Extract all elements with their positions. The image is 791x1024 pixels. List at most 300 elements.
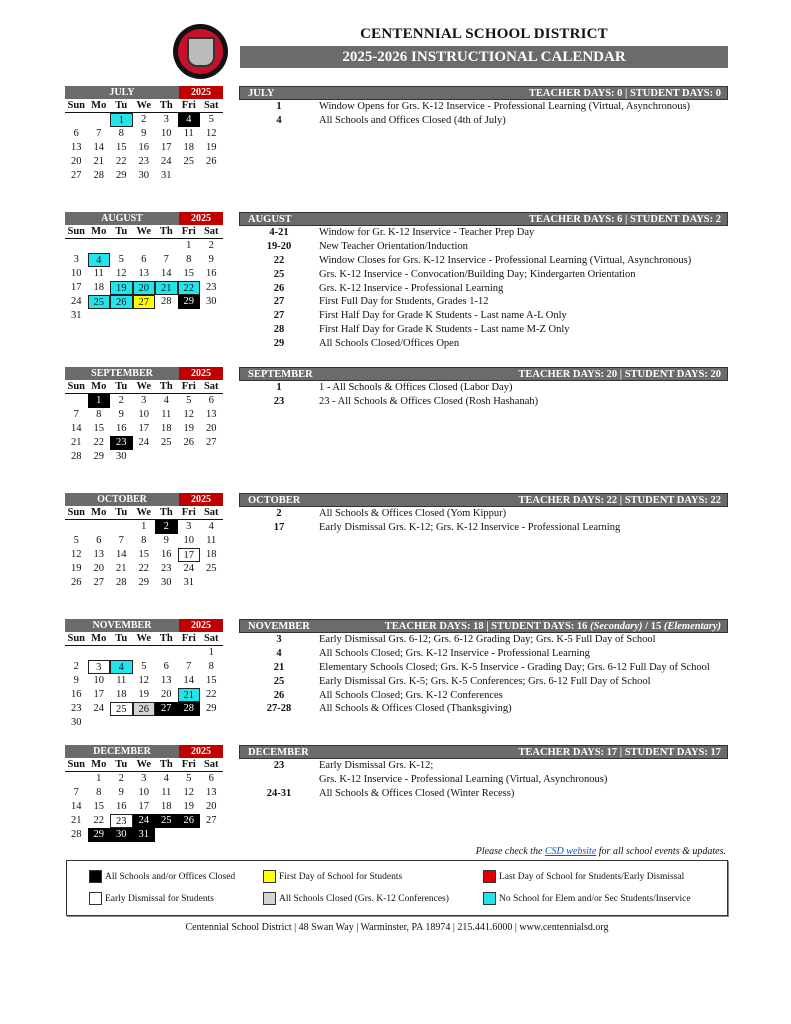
event-text: 23 - All Schools & Offices Closed (Rosh Hashanah) <box>319 395 539 407</box>
day-grid <box>65 394 223 464</box>
month-name: AUGUST <box>65 212 179 225</box>
seal-ring <box>178 29 223 74</box>
day-cell: 13 <box>138 268 149 279</box>
day-cell: 2 <box>118 773 124 784</box>
day-cell: 16 <box>138 142 149 153</box>
empty-day <box>65 239 88 253</box>
day-cell: 30 <box>110 828 133 842</box>
weekday-label: Sun <box>67 633 86 644</box>
day-cell: 27 <box>71 170 82 181</box>
day-cell: 22 <box>93 815 104 826</box>
day-cell: 24 <box>133 814 156 828</box>
day-cell: 29 <box>88 828 111 842</box>
weekday-label: Th <box>159 381 173 392</box>
month-header <box>65 745 223 758</box>
day-cell: 28 <box>178 702 201 716</box>
day-cell: 27 <box>155 702 178 716</box>
weekday-header <box>65 99 223 113</box>
day-cell: 20 <box>206 423 217 434</box>
month-calendar-september <box>65 367 223 464</box>
weekday-label: We <box>136 633 152 644</box>
day-cell: 27 <box>206 437 217 448</box>
day-cell: 7 <box>118 535 124 546</box>
day-cell: 4 <box>163 773 169 784</box>
empty-day <box>88 239 111 253</box>
month-year: 2025 <box>179 367 223 380</box>
event-text: Early Dismissal Grs. 6-12; Grs. 6-12 Grading Day; Grs. K-5 Full Day of School <box>319 634 656 645</box>
weekday-label: Mo <box>91 226 107 237</box>
website-note: Please check the CSD website for all school events & updates. <box>475 846 726 857</box>
day-cell: 26 <box>183 437 194 448</box>
month-name: OCTOBER <box>65 493 179 506</box>
weekday-label: Fri <box>181 100 196 111</box>
event-text: First Half Day for Grade K Students - Last name A-L Only <box>319 310 567 322</box>
day-cell: 12 <box>206 128 217 139</box>
day-cell: 21 <box>71 815 82 826</box>
day-cell: 30 <box>206 296 217 307</box>
weekday-label: Sun <box>67 226 86 237</box>
events-header <box>239 367 728 381</box>
event-row <box>239 689 728 703</box>
event-date: 28 <box>273 324 285 336</box>
event-text: All Schools & Offices Closed (Thanksgiving) <box>319 703 512 715</box>
legend-item-closed: All Schools and/or Offices Closed <box>89 870 235 883</box>
empty-day <box>155 239 178 253</box>
weekday-label: Tu <box>115 381 128 392</box>
swatch-closed <box>89 870 102 883</box>
day-cell: 18 <box>93 282 104 293</box>
month-calendar-december <box>65 745 223 842</box>
day-cell: 30 <box>161 577 172 588</box>
day-cell: 15 <box>206 675 217 686</box>
day-cell: 15 <box>138 549 149 560</box>
day-cell: 1 <box>96 773 102 784</box>
legend-item-first-day: First Day of School for Students <box>263 870 402 883</box>
crest-icon <box>187 37 215 67</box>
day-counts: TEACHER DAYS: 22 | STUDENT DAYS: 22 <box>518 495 721 506</box>
weekday-label: Mo <box>91 759 107 770</box>
events-panel-october <box>239 493 728 535</box>
weekday-label: Fri <box>181 381 196 392</box>
event-text: All Schools Closed/Offices Open <box>319 338 460 350</box>
day-cell: 19 <box>110 281 133 295</box>
event-date: 27-28 <box>266 703 292 715</box>
day-cell: 25 <box>155 814 178 828</box>
event-date: 17 <box>273 521 285 533</box>
event-row <box>239 787 728 801</box>
weekday-label: Th <box>159 633 173 644</box>
event-text: All Schools Closed; Grs. K-12 Inservice - Professional Learning <box>319 647 590 659</box>
legend-item-early-dismissal: Early Dismissal for Students <box>89 892 214 905</box>
day-cell: 6 <box>163 661 169 672</box>
district-title: CENTENNIAL SCHOOL DISTRICT <box>360 26 608 42</box>
events-panel-september <box>239 367 728 409</box>
day-cell: 17 <box>71 282 82 293</box>
day-cell: 29 <box>138 577 149 588</box>
legend <box>66 860 728 916</box>
event-row <box>239 337 728 351</box>
day-cell: 6 <box>208 395 214 406</box>
event-row <box>239 282 728 296</box>
day-cell: 26 <box>110 295 133 309</box>
day-cell: 30 <box>138 170 149 181</box>
day-cell: 8 <box>141 535 147 546</box>
day-counts: TEACHER DAYS: 20 | STUDENT DAYS: 20 <box>518 369 721 380</box>
weekday-label: Fri <box>181 633 196 644</box>
events-month: AUGUST <box>248 214 292 225</box>
day-cell: 15 <box>183 268 194 279</box>
day-cell: 23 <box>110 436 133 450</box>
month-calendar-october <box>65 493 223 590</box>
month-name: NOVEMBER <box>65 619 179 632</box>
district-seal-logo <box>173 24 228 79</box>
day-cell: 11 <box>161 409 172 420</box>
weekday-label: We <box>136 507 152 518</box>
day-cell: 27 <box>133 295 156 309</box>
month-header <box>65 367 223 380</box>
day-cell: 24 <box>161 156 172 167</box>
events-header <box>239 619 728 633</box>
weekday-label: We <box>136 759 152 770</box>
weekday-label: Tu <box>115 100 128 111</box>
event-row <box>239 647 728 661</box>
event-row <box>239 254 728 268</box>
day-cell: 31 <box>183 577 194 588</box>
day-cell: 7 <box>163 254 169 265</box>
day-cell: 19 <box>71 563 82 574</box>
empty-day <box>133 646 156 660</box>
events-header <box>239 493 728 507</box>
day-cell: 19 <box>183 423 194 434</box>
empty-day <box>110 520 133 534</box>
day-cell: 29 <box>116 170 127 181</box>
event-text: Window for Gr. K-12 Inservice - Teacher Prep Day <box>319 227 535 238</box>
day-cell: 15 <box>93 801 104 812</box>
weekday-label: We <box>136 381 152 392</box>
day-cell: 21 <box>116 563 127 574</box>
day-cell: 18 <box>206 549 217 560</box>
day-cell: 21 <box>93 156 104 167</box>
events-month: NOVEMBER <box>248 621 310 632</box>
day-cell: 8 <box>208 661 214 672</box>
day-cell: 14 <box>116 549 127 560</box>
event-row <box>239 295 728 309</box>
month-calendar-july <box>65 86 223 183</box>
event-date: 27 <box>273 310 285 322</box>
day-cell: 4 <box>208 521 214 532</box>
event-text: Early Dismissal Grs. K-12; Grs. K-12 Inservice - Professional Learning <box>319 521 621 533</box>
legend-item-no-school: No School for Elem and/or Sec Students/Inservice <box>483 892 691 905</box>
day-cell: 29 <box>93 451 104 462</box>
day-cell: 19 <box>206 142 217 153</box>
month-header <box>65 212 223 225</box>
day-cell: 6 <box>141 254 147 265</box>
day-cell: 23 <box>138 156 149 167</box>
day-cell: 13 <box>71 142 82 153</box>
weekday-label: Sat <box>203 507 219 518</box>
day-cell: 14 <box>183 675 194 686</box>
weekday-header <box>65 380 223 394</box>
day-cell: 1 <box>186 240 192 251</box>
events-panel-december <box>239 745 728 801</box>
day-cell: 19 <box>138 689 149 700</box>
day-cell: 18 <box>161 423 172 434</box>
swatch-no-school <box>483 892 496 905</box>
month-name: JULY <box>65 86 179 99</box>
event-row <box>239 521 728 535</box>
event-text: All Schools and Offices Closed (4th of July) <box>319 114 506 126</box>
weekday-label: Tu <box>115 759 128 770</box>
event-row <box>239 773 728 787</box>
events-month: SEPTEMBER <box>248 369 313 380</box>
event-row <box>239 226 728 240</box>
month-name: DECEMBER <box>65 745 179 758</box>
day-cell: 15 <box>93 423 104 434</box>
day-grid <box>65 772 223 842</box>
day-cell: 7 <box>73 409 79 420</box>
day-cell: 11 <box>161 787 172 798</box>
day-cell: 16 <box>206 268 217 279</box>
day-counts: TEACHER DAYS: 0 | STUDENT DAYS: 0 <box>528 88 721 99</box>
weekday-label: Tu <box>115 633 128 644</box>
day-cell: 5 <box>141 661 147 672</box>
csd-website-link[interactable]: CSD website <box>544 846 597 857</box>
day-cell: 28 <box>161 296 172 307</box>
empty-day <box>65 394 88 408</box>
day-cell: 16 <box>116 423 127 434</box>
event-date: 29 <box>273 338 285 350</box>
weekday-label: Sat <box>203 381 219 392</box>
event-text: First Half Day for Grade K Students - Last name M-Z Only <box>319 324 570 336</box>
day-cell: 1 <box>208 647 214 658</box>
weekday-label: We <box>136 226 152 237</box>
event-date: 26 <box>273 689 285 701</box>
event-date <box>239 773 319 787</box>
day-grid <box>65 239 223 323</box>
day-cell: 6 <box>73 128 79 139</box>
day-cell: 16 <box>71 689 82 700</box>
day-cell: 29 <box>206 703 217 714</box>
day-cell: 3 <box>163 114 169 125</box>
day-cell: 9 <box>141 128 147 139</box>
events-panel-july <box>239 86 728 128</box>
weekday-label: Tu <box>115 226 128 237</box>
event-text: Elementary Schools Closed; Grs. K-5 Inservice - Grading Day; Grs. 6-12 Full Day of School <box>319 661 710 673</box>
day-cell: 3 <box>186 521 192 532</box>
weekday-label: Tu <box>115 507 128 518</box>
day-cell: 5 <box>186 395 192 406</box>
day-cell: 2 <box>141 114 147 125</box>
weekday-label: Sat <box>203 226 219 237</box>
day-cell: 7 <box>186 661 192 672</box>
day-cell: 11 <box>183 128 194 139</box>
event-row <box>239 759 728 773</box>
day-cell: 23 <box>110 814 133 828</box>
month-header <box>65 86 223 99</box>
day-cell: 2 <box>155 520 178 534</box>
day-cell: 14 <box>161 268 172 279</box>
event-text: All Schools & Offices Closed (Yom Kippur) <box>319 508 507 519</box>
month-year: 2025 <box>179 745 223 758</box>
day-cell: 28 <box>93 170 104 181</box>
day-cell: 13 <box>206 787 217 798</box>
day-cell: 9 <box>208 254 214 265</box>
day-cell: 31 <box>133 828 156 842</box>
legend-item-conferences: All Schools Closed (Grs. K-12 Conferences) <box>263 892 449 905</box>
day-cell: 16 <box>161 549 172 560</box>
day-cell: 23 <box>161 563 172 574</box>
day-counts: TEACHER DAYS: 6 | STUDENT DAYS: 2 <box>528 214 721 225</box>
event-row <box>239 309 728 323</box>
day-cell: 17 <box>161 142 172 153</box>
event-date: 4-21 <box>269 227 289 238</box>
day-cell: 17 <box>178 548 201 562</box>
events-panel-november <box>239 619 728 716</box>
day-cell: 10 <box>93 675 104 686</box>
event-date: 3 <box>276 634 282 645</box>
day-cell: 11 <box>93 268 104 279</box>
day-cell: 20 <box>93 563 104 574</box>
event-text: Grs. K-12 Inservice - Professional Learning <box>319 282 504 294</box>
event-row <box>239 381 728 395</box>
day-grid <box>65 646 223 730</box>
month-year: 2025 <box>179 86 223 99</box>
footer-address: Centennial School District | 48 Swan Way | Warminster, PA 18974 | 215.441.6000 | www.centennialsd.org <box>185 922 609 933</box>
day-cell: 8 <box>186 254 192 265</box>
weekday-label: Th <box>159 226 173 237</box>
event-text: Grs. K-12 Inservice - Professional Learning (Virtual, Asynchronous) <box>319 773 608 785</box>
day-cell: 18 <box>183 142 194 153</box>
event-text: Grs. K-12 Inservice - Convocation/Building Day; Kindergarten Orientation <box>319 268 636 280</box>
empty-day <box>65 520 88 534</box>
month-header <box>65 493 223 506</box>
day-cell: 26 <box>71 577 82 588</box>
event-text: New Teacher Orientation/Induction <box>319 240 468 252</box>
day-cell: 22 <box>93 437 104 448</box>
event-date: 25 <box>273 675 285 687</box>
day-cell: 4 <box>88 253 111 267</box>
day-cell: 19 <box>183 801 194 812</box>
day-counts: TEACHER DAYS: 18 | STUDENT DAYS: 16 (Secondary) / 15 (Elementary) <box>384 621 721 632</box>
day-cell: 1 <box>141 521 147 532</box>
events-month: JULY <box>248 88 275 99</box>
weekday-label: Sat <box>203 100 219 111</box>
month-year: 2025 <box>179 212 223 225</box>
day-cell: 5 <box>73 535 79 546</box>
event-date: 22 <box>273 254 285 266</box>
day-cell: 8 <box>96 409 102 420</box>
day-cell: 7 <box>96 128 102 139</box>
day-cell: 16 <box>116 801 127 812</box>
event-row <box>239 240 728 254</box>
day-cell: 23 <box>71 703 82 714</box>
event-text: 1 - All Schools & Offices Closed (Labor Day) <box>319 382 513 393</box>
day-cell: 25 <box>161 437 172 448</box>
event-text: Window Closes for Grs. K-12 Inservice - Professional Learning (Virtual, Asynchronous) <box>319 254 692 266</box>
day-cell: 3 <box>141 773 147 784</box>
event-text: Window Opens for Grs. K-12 Inservice - Professional Learning (Virtual, Asynchronous) <box>319 101 691 112</box>
day-cell: 25 <box>110 702 133 716</box>
day-cell: 17 <box>138 423 149 434</box>
day-cell: 3 <box>88 660 111 674</box>
weekday-label: Sat <box>203 633 219 644</box>
day-cell: 5 <box>118 254 124 265</box>
day-cell: 14 <box>71 423 82 434</box>
weekday-label: Mo <box>91 381 107 392</box>
day-cell: 30 <box>116 451 127 462</box>
day-cell: 22 <box>116 156 127 167</box>
day-cell: 27 <box>206 815 217 826</box>
day-cell: 23 <box>206 282 217 293</box>
event-row <box>239 675 728 689</box>
weekday-label: Fri <box>181 226 196 237</box>
day-cell: 21 <box>178 688 201 702</box>
weekday-label: Mo <box>91 100 107 111</box>
day-cell: 9 <box>118 787 124 798</box>
empty-day <box>155 646 178 660</box>
weekday-label: Sun <box>67 507 86 518</box>
day-cell: 28 <box>116 577 127 588</box>
day-cell: 25 <box>206 563 217 574</box>
day-cell: 6 <box>96 535 102 546</box>
events-month: DECEMBER <box>248 747 309 758</box>
day-cell: 10 <box>138 787 149 798</box>
empty-day <box>178 646 201 660</box>
weekday-label: Sun <box>67 759 86 770</box>
day-cell: 20 <box>161 689 172 700</box>
events-header <box>239 212 728 226</box>
events-panel-august <box>239 212 728 351</box>
day-cell: 5 <box>208 114 214 125</box>
empty-day <box>110 239 133 253</box>
legend-item-last-day: Last Day of School for Students/Early Dismissal <box>483 870 684 883</box>
event-text: Early Dismissal Grs. K-12; <box>319 760 434 771</box>
swatch-conferences <box>263 892 276 905</box>
day-cell: 26 <box>133 702 156 716</box>
day-cell: 31 <box>161 170 172 181</box>
day-cell: 11 <box>206 535 217 546</box>
month-calendar-august <box>65 212 223 323</box>
day-cell: 4 <box>163 395 169 406</box>
event-date: 27 <box>273 296 285 308</box>
day-cell: 10 <box>161 128 172 139</box>
weekday-label: Sat <box>203 759 219 770</box>
day-cell: 2 <box>208 240 214 251</box>
day-cell: 24 <box>71 296 82 307</box>
day-cell: 2 <box>73 661 79 672</box>
day-cell: 1 <box>88 394 111 408</box>
event-date: 4 <box>276 647 282 659</box>
swatch-last-day <box>483 870 496 883</box>
day-cell: 17 <box>138 801 149 812</box>
event-date: 1 <box>276 101 282 112</box>
event-date: 21 <box>273 661 285 673</box>
day-cell: 12 <box>116 268 127 279</box>
event-date: 4 <box>276 114 282 126</box>
day-cell: 8 <box>118 128 124 139</box>
empty-day <box>133 239 156 253</box>
day-counts: TEACHER DAYS: 17 | STUDENT DAYS: 17 <box>518 747 721 758</box>
day-cell: 12 <box>183 409 194 420</box>
weekday-header <box>65 632 223 646</box>
event-row <box>239 100 728 114</box>
day-cell: 10 <box>183 535 194 546</box>
day-cell: 7 <box>73 787 79 798</box>
day-cell: 21 <box>71 437 82 448</box>
weekday-label: Sun <box>67 381 86 392</box>
day-cell: 5 <box>186 773 192 784</box>
day-cell: 9 <box>163 535 169 546</box>
